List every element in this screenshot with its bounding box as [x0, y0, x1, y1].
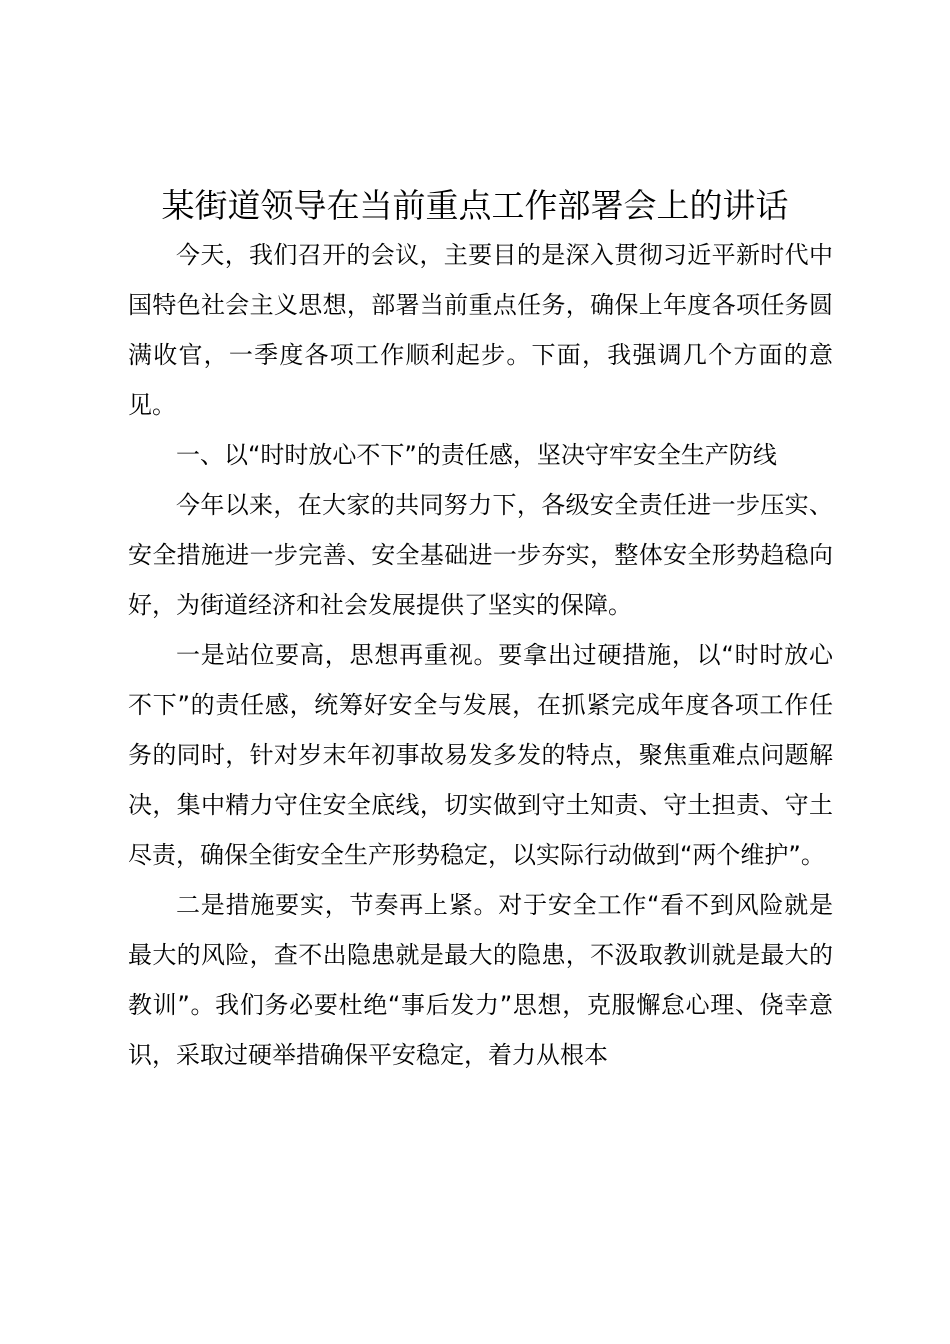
section-heading-1: 一、以“时时放心不下”的责任感，坚决守牢安全生产防线: [176, 441, 777, 469]
paragraph-point-2: 二是措施要实，节奏再上紧。对于安全工作“看不到风险就是最大的风险，查不出隐患就是最大的隐患，不汲取教训就是最大的教训”。我们务必要杜绝“事后发力”思想，克服懈怠心理、侥幸意识，采取过硬举措确保平安稳定，着力从根本: [128, 891, 833, 1069]
paragraph-safety-summary: 今年以来，在大家的共同努力下，各级安全责任进一步压实、安全措施进一步完善、安全基础进一步夯实，整体安全形势趋稳向好，为街道经济和社会发展提供了坚实的保障。: [128, 491, 833, 619]
paragraph-point-1: 一是站位要高，思想再重视。要拿出过硬措施，以“时时放心不下”的责任感，统筹好安全与发展，在抓紧完成年度各项工作任务的同时，针对岁末年初事故易发多发的特点，聚焦重难点问题解决，集中精力守住安全底线，切实做到守土知责、守土担责、守土尽责，确保全街安全生产形势稳定，以实际行动做到“两个维护”。: [128, 641, 833, 869]
document-body: [128, 230, 833, 1080]
paragraph-intro: 今天，我们召开的会议，主要目的是深入贯彻习近平新时代中国特色社会主义思想，部署当前重点任务，确保上年度各项任务圆满收官，一季度各项工作顺利起步。下面，我强调几个方面的意见。: [128, 241, 833, 419]
document-title: 某街道领导在当前重点工作部署会上的讲话: [161, 186, 789, 225]
